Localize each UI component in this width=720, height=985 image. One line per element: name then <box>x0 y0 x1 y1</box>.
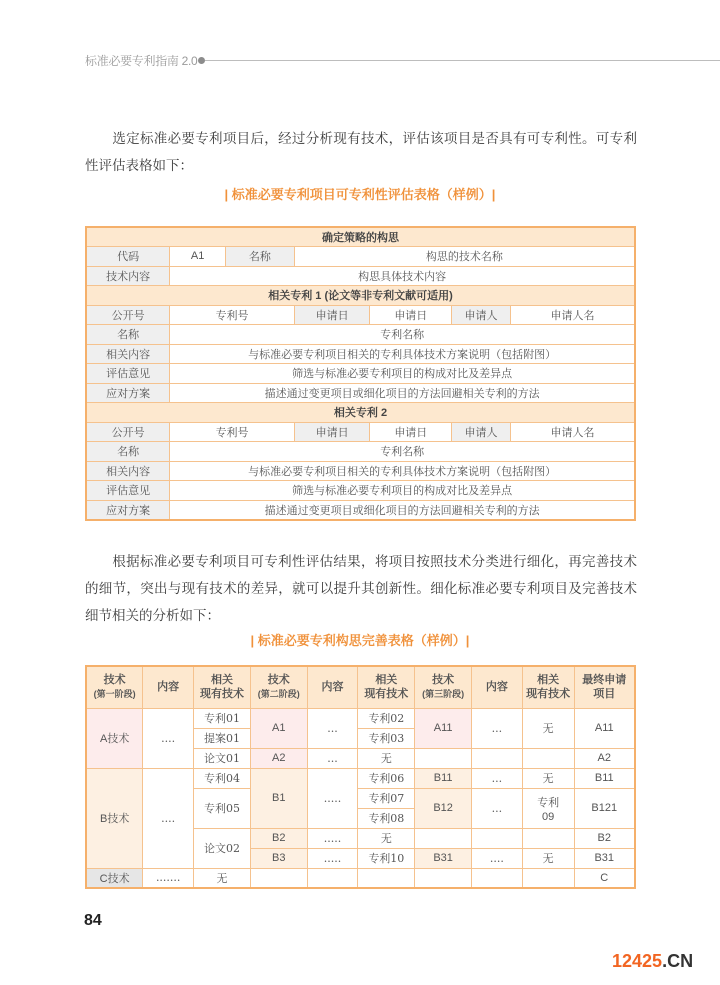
cell-prior: 专利01 <box>194 708 251 728</box>
cell-prior: 专利03 <box>358 728 415 748</box>
cell-empty <box>358 868 415 888</box>
cell-prior: 论文01 <box>194 748 251 768</box>
cell-empty <box>250 868 307 888</box>
cell-c-prior: 无 <box>194 868 251 888</box>
header-content: 内容 <box>143 666 194 708</box>
cell-empty <box>415 748 472 768</box>
watermark-logo: 12425.CN <box>612 951 694 971</box>
cell-b12-content: ... <box>472 788 523 828</box>
header-dot <box>198 57 205 64</box>
cell-b31-content: .... <box>472 848 523 868</box>
content-label: 相关内容 <box>86 461 170 481</box>
opinion-value: 筛选与标准必要专利项目的构成对比及差异点 <box>170 481 635 501</box>
paragraph-intro: 选定标准必要专利项目后，经过分析现有技术，评估该项目是否具有可专利性。可专利性评估表格如下： <box>85 131 637 174</box>
name-label: 名称 <box>226 247 295 267</box>
cell-b31-final: B31 <box>574 848 635 868</box>
cell-b11-prior: 无 <box>522 768 574 788</box>
header-prior-art: 相关 现有技术 <box>358 666 415 708</box>
applicant-value: 申请人名 <box>510 422 635 442</box>
code-value: A1 <box>170 247 226 267</box>
tech-label: 技术内容 <box>86 266 170 286</box>
cell-a11-prior: 无 <box>522 708 574 748</box>
refinement-table <box>85 665 636 889</box>
cell-empty <box>472 828 523 848</box>
code-label: 代码 <box>86 247 170 267</box>
plan-value: 描述通过变更项目或细化项目的方法回避相关专利的方法 <box>170 500 635 520</box>
patentability-table <box>85 226 636 521</box>
pub-label: 公开号 <box>86 305 170 325</box>
page-number: 84 <box>84 912 102 929</box>
cell-b12: B12 <box>415 788 472 828</box>
cell-b1-content: ..... <box>307 768 358 828</box>
header-content: 内容 <box>472 666 523 708</box>
cell-a2-final: A2 <box>574 748 635 768</box>
opinion-value: 筛选与标准必要专利项目的构成对比及差异点 <box>170 364 635 384</box>
pub-label: 公开号 <box>86 422 170 442</box>
cell-b12-final: B121 <box>574 788 635 828</box>
cell-empty <box>307 868 358 888</box>
cell-prior: 专利05 <box>194 788 251 828</box>
cell-a11-final: A11 <box>574 708 635 748</box>
applicant-value: 申请人名 <box>510 305 635 325</box>
cell-prior: 专利10 <box>358 848 415 868</box>
pub-value: 专利号 <box>170 305 295 325</box>
cell-c-content: ....... <box>143 868 194 888</box>
cell-b31-prior: 无 <box>522 848 574 868</box>
cell-empty <box>415 828 472 848</box>
cell-b3-content: ..... <box>307 848 358 868</box>
cell-prior: 专利02 <box>358 708 415 728</box>
opinion-label: 评估意见 <box>86 364 170 384</box>
cell-empty <box>472 748 523 768</box>
table1-caption: | 标准必要专利项目可专利性评估表格（样例）| <box>224 187 496 202</box>
date-value: 申请日 <box>370 305 452 325</box>
cell-c-tech: C技术 <box>86 868 143 888</box>
cell-b3: B3 <box>250 848 307 868</box>
cell-prior: 无 <box>358 748 415 768</box>
date-label: 申请日 <box>294 305 370 325</box>
patent-name-label: 名称 <box>86 325 170 345</box>
cell-b1: B1 <box>250 768 307 828</box>
content-value: 与标准必要专利项目相关的专利具体技术方案说明（包括附图） <box>170 344 635 364</box>
running-header <box>85 50 720 70</box>
cell-b2-final: B2 <box>574 828 635 848</box>
applicant-label: 申请人 <box>452 305 511 325</box>
cell-a1: A1 <box>250 708 307 748</box>
cell-prior: 论文02 <box>194 828 251 868</box>
cell-empty <box>472 868 523 888</box>
cell-a11: A11 <box>415 708 472 748</box>
cell-b-tech: B技术 <box>86 768 143 868</box>
header-prior-art: 相关 现有技术 <box>522 666 574 708</box>
header-prior-art: 相关 现有技术 <box>194 666 251 708</box>
cell-c-final: C <box>574 868 635 888</box>
patent2-title: 相关专利 2 <box>86 403 635 423</box>
cell-prior: 提案01 <box>194 728 251 748</box>
header-tech-stage2: 技术 (第二阶段) <box>250 666 307 708</box>
content-label: 相关内容 <box>86 344 170 364</box>
cell-b12-prior: 专利 09 <box>522 788 574 828</box>
patent-name-value: 专利名称 <box>170 325 635 345</box>
content-value: 与标准必要专利项目相关的专利具体技术方案说明（包括附图） <box>170 461 635 481</box>
cell-prior: 专利04 <box>194 768 251 788</box>
cell-a11-content: ... <box>472 708 523 748</box>
cell-a-tech: A技术 <box>86 708 143 768</box>
header-content: 内容 <box>307 666 358 708</box>
plan-label: 应对方案 <box>86 383 170 403</box>
header-final-item: 最终申请 项目 <box>574 666 635 708</box>
patent1-title: 相关专利 1 (论文等非专利文献可适用) <box>86 286 635 306</box>
cell-b11: B11 <box>415 768 472 788</box>
cell-empty <box>415 868 472 888</box>
applicant-label: 申请人 <box>452 422 511 442</box>
cell-prior: 专利06 <box>358 768 415 788</box>
name-value: 构思的技术名称 <box>294 247 635 267</box>
header-rule <box>205 60 720 61</box>
cell-b2: B2 <box>250 828 307 848</box>
date-label: 申请日 <box>294 422 370 442</box>
cell-a2: A2 <box>250 748 307 768</box>
patent-name-label: 名称 <box>86 442 170 462</box>
pub-value: 专利号 <box>170 422 295 442</box>
cell-empty <box>522 748 574 768</box>
cell-prior: 专利08 <box>358 808 415 828</box>
header-tech-stage3: 技术 (第三阶段) <box>415 666 472 708</box>
header-tech-stage1: 技术 (第一阶段) <box>86 666 143 708</box>
tech-value: 构思具体技术内容 <box>170 266 635 286</box>
cell-a2-content: ... <box>307 748 358 768</box>
section-title: 确定策略的构思 <box>86 227 635 247</box>
cell-empty <box>522 868 574 888</box>
date-value: 申请日 <box>370 422 452 442</box>
plan-label: 应对方案 <box>86 500 170 520</box>
cell-b11-final: B11 <box>574 768 635 788</box>
cell-prior: 专利07 <box>358 788 415 808</box>
paragraph-refinement: 根据标准必要专利项目可专利性评估结果，将项目按照技术分类进行细化，再完善技术的细节，突出与现有技术的差异，就可以提升其创新性。细化标准必要专利项目及完善技术细节相关的分析如下： <box>85 554 637 624</box>
header-title: 标准必要专利指南 2.0 <box>85 53 198 68</box>
cell-empty <box>522 828 574 848</box>
table2-caption: | 标准必要专利构思完善表格（样例）| <box>250 633 470 648</box>
cell-b2-content: ..... <box>307 828 358 848</box>
patent-name-value: 专利名称 <box>170 442 635 462</box>
opinion-label: 评估意见 <box>86 481 170 501</box>
cell-prior: 无 <box>358 828 415 848</box>
cell-b-content: .... <box>143 768 194 868</box>
cell-a1-content: ... <box>307 708 358 748</box>
cell-b11-content: ... <box>472 768 523 788</box>
cell-b31: B31 <box>415 848 472 868</box>
cell-a-content: .... <box>143 708 194 768</box>
plan-value: 描述通过变更项目或细化项目的方法回避相关专利的方法 <box>170 383 635 403</box>
